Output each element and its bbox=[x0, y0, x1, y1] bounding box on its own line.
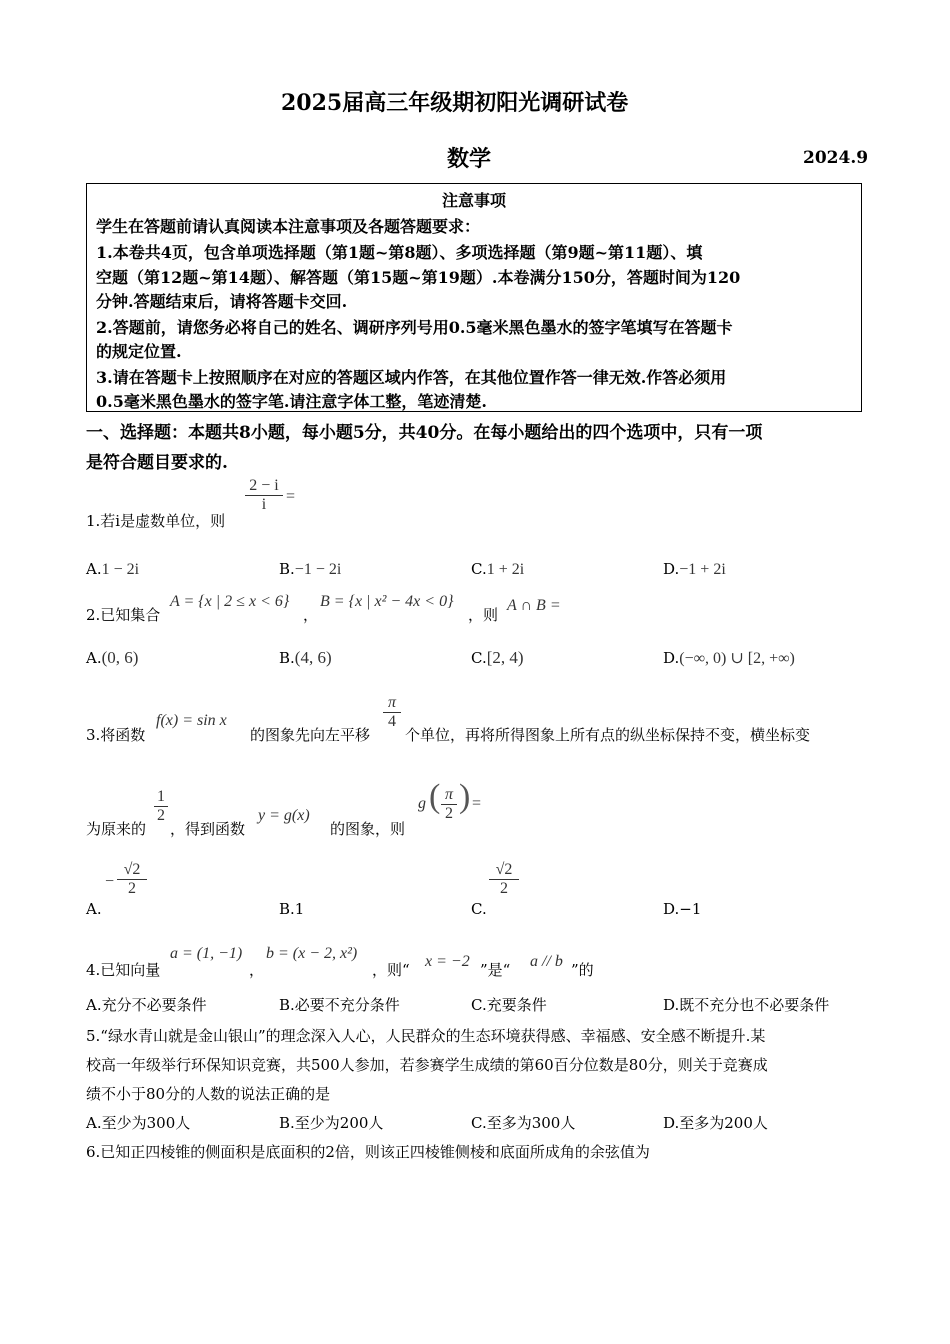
q5-option-d[interactable] bbox=[663, 1112, 768, 1133]
option-value: −1 + 2i bbox=[679, 561, 726, 578]
q1-option-a[interactable] bbox=[86, 560, 139, 579]
option-value: [2, 4) bbox=[486, 648, 524, 667]
q5-stem-line-1: 5.“绿水青山就是金山银山”的理念深入人心，人民群众的生态环境获得感、幸福感、安全感不断提升.某 bbox=[86, 1027, 766, 1045]
option-value: −1 bbox=[679, 900, 702, 918]
q1-stem: 1.若i是虚数单位，则 bbox=[86, 512, 226, 530]
q2-stem-a: 2.已知集合 bbox=[86, 606, 161, 624]
notice-item-1-line-1: 1.本卷共4页，包含单项选择题（第1题~第8题）、多项选择题（第9题~第11题）、填 bbox=[96, 243, 703, 262]
option-c-num: √2 bbox=[495, 861, 513, 878]
q2-set-a: A = {x | 2 ≤ x < 6} bbox=[170, 593, 290, 610]
q3-g-num: π bbox=[444, 786, 453, 803]
q4-comma: ， bbox=[249, 961, 265, 979]
q2-option-b[interactable] bbox=[279, 648, 332, 668]
option-label: B. bbox=[279, 560, 295, 578]
q5-stem-line-2: 校高一年级举行环保知识竞赛，共500人参加，若参赛学生成绩的第60百分位数是80分，则关于竞赛成 bbox=[86, 1056, 768, 1074]
subject-title: 数学 bbox=[447, 146, 492, 172]
q2-option-c[interactable] bbox=[471, 648, 524, 668]
q4-stem-c: ”是“ bbox=[480, 961, 511, 979]
q3-g-fraction bbox=[441, 786, 457, 823]
q3-shift-fraction bbox=[383, 694, 401, 731]
option-value: 至少为300人 bbox=[101, 1114, 191, 1132]
exam-date: 2024.9 bbox=[803, 148, 869, 168]
q4-relation: a // b bbox=[530, 953, 563, 970]
section-heading-line-1: 一、选择题：本题共8小题，每小题5分，共40分。在每小题给出的四个选项中，只有一项 bbox=[86, 423, 763, 443]
q3-option-a-sign: − bbox=[105, 873, 115, 890]
option-value: 1 bbox=[294, 900, 305, 918]
q4-option-b[interactable] bbox=[279, 994, 400, 1015]
option-label: B. bbox=[279, 649, 295, 667]
option-label: D. bbox=[663, 996, 680, 1014]
option-label: C. bbox=[471, 996, 487, 1014]
option-value: 1 + 2i bbox=[486, 561, 525, 578]
q2-option-a[interactable] bbox=[86, 648, 138, 668]
q3-half-num: 1 bbox=[157, 788, 165, 805]
option-label: B. bbox=[279, 1114, 295, 1132]
option-value: 1 − 2i bbox=[101, 561, 140, 578]
q1-frac-den: i bbox=[245, 495, 283, 514]
option-label: C. bbox=[471, 1114, 487, 1132]
q1-option-c[interactable] bbox=[471, 560, 524, 579]
option-c-den: 2 bbox=[489, 879, 519, 898]
q5-option-a[interactable] bbox=[86, 1112, 190, 1133]
q3-stem-f: 的图象，则 bbox=[330, 820, 406, 838]
q3-stem-c: 个单位，再将所得图象上所有点的纵坐标保持不变，横坐标变 bbox=[405, 726, 811, 744]
q4-option-c[interactable] bbox=[471, 994, 547, 1015]
q1-frac-num: 2 − i bbox=[249, 477, 279, 494]
option-a-den: 2 bbox=[117, 879, 147, 898]
option-label: A. bbox=[86, 900, 102, 918]
q3-option-b[interactable] bbox=[279, 900, 304, 918]
q3-g-prefix: g bbox=[418, 795, 426, 812]
section-heading-line-2: 是符合题目要求的. bbox=[86, 453, 228, 473]
q3-stem-a: 3.将函数 bbox=[86, 726, 146, 744]
q3-g-den: 2 bbox=[441, 804, 457, 823]
notice-item-3-line-2: 0.5毫米黑色墨水的签字笔.请注意字体工整，笔迹清楚. bbox=[96, 392, 487, 411]
q3-stem-e: ，得到函数 bbox=[170, 820, 246, 838]
q3-g-rparen: ) bbox=[459, 778, 471, 815]
q3-option-d[interactable] bbox=[663, 900, 701, 918]
notice-item-1-line-3: 分钟.答题结束后，请将答题卡交回. bbox=[96, 292, 348, 311]
q2-comma: ， bbox=[303, 606, 319, 624]
q2-expr: A ∩ B = bbox=[507, 597, 561, 614]
q4-vec-b: b = (x − 2, x²) bbox=[266, 945, 358, 962]
option-label: B. bbox=[279, 996, 295, 1014]
option-label: A. bbox=[86, 649, 102, 667]
option-label: C. bbox=[471, 560, 487, 578]
q3-func-f: f(x) = sin x bbox=[156, 712, 227, 729]
q3-func-g: y = g(x) bbox=[258, 807, 310, 824]
option-label: D. bbox=[663, 1114, 680, 1132]
q3-half-den: 2 bbox=[154, 806, 168, 825]
q3-g-equals: = bbox=[472, 795, 482, 812]
notice-item-2-line-1: 2.答题前，请您务必将自己的姓名、调研序列号用0.5毫米黑色墨水的签字笔填写在答题卡 bbox=[96, 318, 733, 337]
exam-title: 2025届高三年级期初阳光调研试卷 bbox=[281, 90, 629, 116]
option-value: 必要不充分条件 bbox=[294, 996, 400, 1014]
q3-option-a[interactable] bbox=[86, 900, 102, 918]
option-label: A. bbox=[86, 1114, 102, 1132]
option-value: (−∞, 0) ∪ [2, +∞) bbox=[679, 650, 795, 667]
option-value: (0, 6) bbox=[101, 648, 139, 667]
q5-stem-line-3: 绩不小于80分的人数的说法正确的是 bbox=[86, 1085, 331, 1103]
q4-condition: x = −2 bbox=[425, 953, 470, 970]
notice-intro: 学生在答题前请认真阅读本注意事项及各题答题要求： bbox=[96, 217, 481, 236]
option-value: 充分不必要条件 bbox=[101, 996, 207, 1014]
option-label: D. bbox=[663, 649, 680, 667]
notice-heading: 注意事项 bbox=[441, 191, 506, 210]
option-value: 至多为200人 bbox=[679, 1114, 768, 1132]
q4-option-a[interactable] bbox=[86, 994, 207, 1015]
q3-stem-b: 的图象先向左平移 bbox=[250, 726, 371, 744]
q3-stem-d: 为原来的 bbox=[86, 820, 147, 838]
option-label: D. bbox=[663, 560, 680, 578]
q4-stem-a: 4.已知向量 bbox=[86, 961, 161, 979]
option-label: D. bbox=[663, 900, 680, 918]
q3-half-fraction bbox=[154, 788, 168, 825]
q3-option-c[interactable] bbox=[471, 900, 487, 918]
option-label: C. bbox=[471, 900, 487, 918]
q4-stem-d: ”的 bbox=[571, 961, 594, 979]
option-label: C. bbox=[471, 649, 487, 667]
notice-item-3-line-1: 3.请在答题卡上按照顺序在对应的答题区域内作答，在其他位置作答一律无效.作答必须用 bbox=[96, 368, 727, 387]
q3-shift-den: 4 bbox=[383, 712, 401, 731]
option-value: (4, 6) bbox=[294, 648, 332, 667]
q1-fraction bbox=[245, 477, 283, 514]
q3-option-a-fraction bbox=[117, 861, 147, 898]
option-a-num: √2 bbox=[123, 861, 141, 878]
option-label: B. bbox=[279, 900, 295, 918]
q4-stem-b: ，则“ bbox=[372, 961, 410, 979]
q2-set-b: B = {x | x² − 4x < 0} bbox=[320, 593, 454, 610]
q2-option-d[interactable] bbox=[663, 648, 795, 668]
notice-item-2-line-2: 的规定位置. bbox=[96, 342, 182, 361]
option-label: A. bbox=[86, 560, 102, 578]
option-value: 至少为200人 bbox=[294, 1114, 384, 1132]
option-value: −1 − 2i bbox=[294, 561, 342, 578]
q4-vec-a: a = (1, −1) bbox=[170, 945, 243, 962]
q3-shift-num: π bbox=[387, 694, 396, 711]
q1-option-b[interactable] bbox=[279, 560, 341, 579]
notice-box bbox=[86, 183, 862, 412]
notice-item-1-line-2: 空题（第12题~第14题）、解答题（第15题~第19题）.本卷满分150分，答题时间为120 bbox=[96, 268, 741, 287]
q1-equals: = bbox=[286, 488, 296, 505]
q6-stem: 6.已知正四棱锥的侧面积是底面积的2倍，则该正四棱锥侧棱和底面所成角的余弦值为 bbox=[86, 1143, 650, 1161]
option-value: 充要条件 bbox=[486, 996, 547, 1014]
q5-option-b[interactable] bbox=[279, 1112, 383, 1133]
q2-stem-b: ，则 bbox=[468, 606, 499, 624]
option-label: A. bbox=[86, 996, 102, 1014]
q3-option-c-fraction bbox=[489, 861, 519, 898]
q1-option-d[interactable] bbox=[663, 560, 726, 579]
q5-option-c[interactable] bbox=[471, 1112, 575, 1133]
q3-g-lparen: ( bbox=[429, 778, 441, 815]
option-value: 至多为300人 bbox=[486, 1114, 576, 1132]
option-value: 既不充分也不必要条件 bbox=[679, 996, 830, 1014]
q4-option-d[interactable] bbox=[663, 994, 829, 1015]
